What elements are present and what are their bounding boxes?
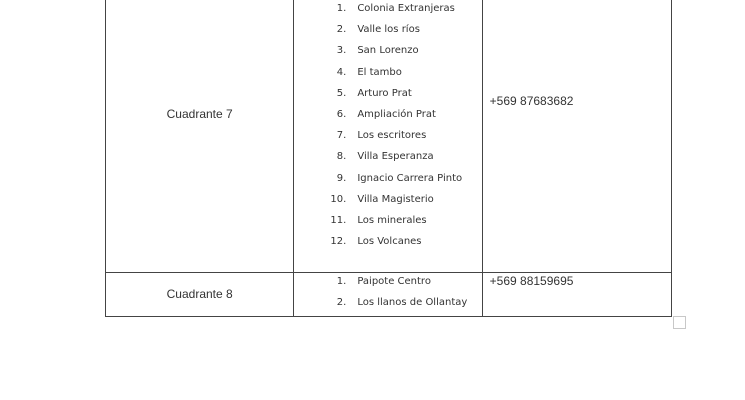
cuadrante-label: Cuadrante 8 xyxy=(166,287,233,301)
table-row xyxy=(106,273,672,317)
list-item-label: Villa Magisterio xyxy=(357,193,434,205)
list-item-label: El tambo xyxy=(357,66,402,78)
list-item xyxy=(294,1,481,22)
list-item-label: Ignacio Carrera Pinto xyxy=(357,172,463,184)
list-item-label: Valle los ríos xyxy=(357,24,420,36)
list-item-number: 11. xyxy=(330,214,347,226)
list-item-number: 4. xyxy=(336,66,347,78)
list-item-number: 10. xyxy=(330,193,347,205)
sectors-cell xyxy=(294,0,482,273)
phone-cell xyxy=(482,273,671,317)
table-resize-handle[interactable] xyxy=(673,316,686,329)
list-item xyxy=(294,65,481,86)
list-item-number: 9. xyxy=(336,172,347,184)
list-item-number: 12. xyxy=(330,236,347,248)
phone-cell xyxy=(482,0,671,273)
cuadrantes-table xyxy=(105,0,672,317)
list-item-label: Villa Esperanza xyxy=(357,151,434,163)
list-item-number: 7. xyxy=(336,130,347,142)
list-item xyxy=(294,22,481,43)
list-item-label: San Lorenzo xyxy=(357,45,419,57)
list-item xyxy=(294,86,481,107)
list-item xyxy=(294,274,481,295)
phone-number: +569 87683682 xyxy=(489,94,574,108)
list-item-number: 2. xyxy=(336,24,347,36)
list-item-label: Paipote Centro xyxy=(357,276,431,287)
list-item-label: Los Volcanes xyxy=(357,236,422,248)
list-item-label: Arturo Prat xyxy=(357,87,412,99)
list-item-number: 5. xyxy=(336,87,347,99)
list-item-label: Los llanos de Ollantay xyxy=(357,297,468,309)
phone-number: +569 88159695 xyxy=(489,274,574,288)
list-item-number: 8. xyxy=(336,151,347,163)
list-item-label: Los minerales xyxy=(357,214,427,226)
list-item xyxy=(294,295,481,316)
list-item-number: 3. xyxy=(336,45,347,57)
sector-list xyxy=(294,273,481,316)
cuadrante-cell xyxy=(106,0,294,273)
list-item xyxy=(294,43,481,64)
list-item-label: Ampliación Prat xyxy=(357,108,436,120)
sectors-cell xyxy=(294,273,482,317)
sector-list xyxy=(294,0,481,255)
list-item xyxy=(294,213,481,234)
table-row xyxy=(106,0,672,273)
list-item xyxy=(294,128,481,149)
list-item-label: Colonia Extranjeras xyxy=(357,3,455,14)
cuadrante-cell xyxy=(106,273,294,317)
list-item-number: 2. xyxy=(336,297,347,309)
list-item xyxy=(294,234,481,255)
list-item xyxy=(294,171,481,192)
list-item-number: 1. xyxy=(336,276,347,287)
list-item-number: 1. xyxy=(336,3,347,14)
cuadrante-label: Cuadrante 7 xyxy=(166,107,233,121)
list-item xyxy=(294,192,481,213)
list-item-number: 6. xyxy=(336,108,347,120)
list-item xyxy=(294,149,481,170)
list-item xyxy=(294,107,481,128)
list-item-label: Los escritores xyxy=(357,130,427,142)
